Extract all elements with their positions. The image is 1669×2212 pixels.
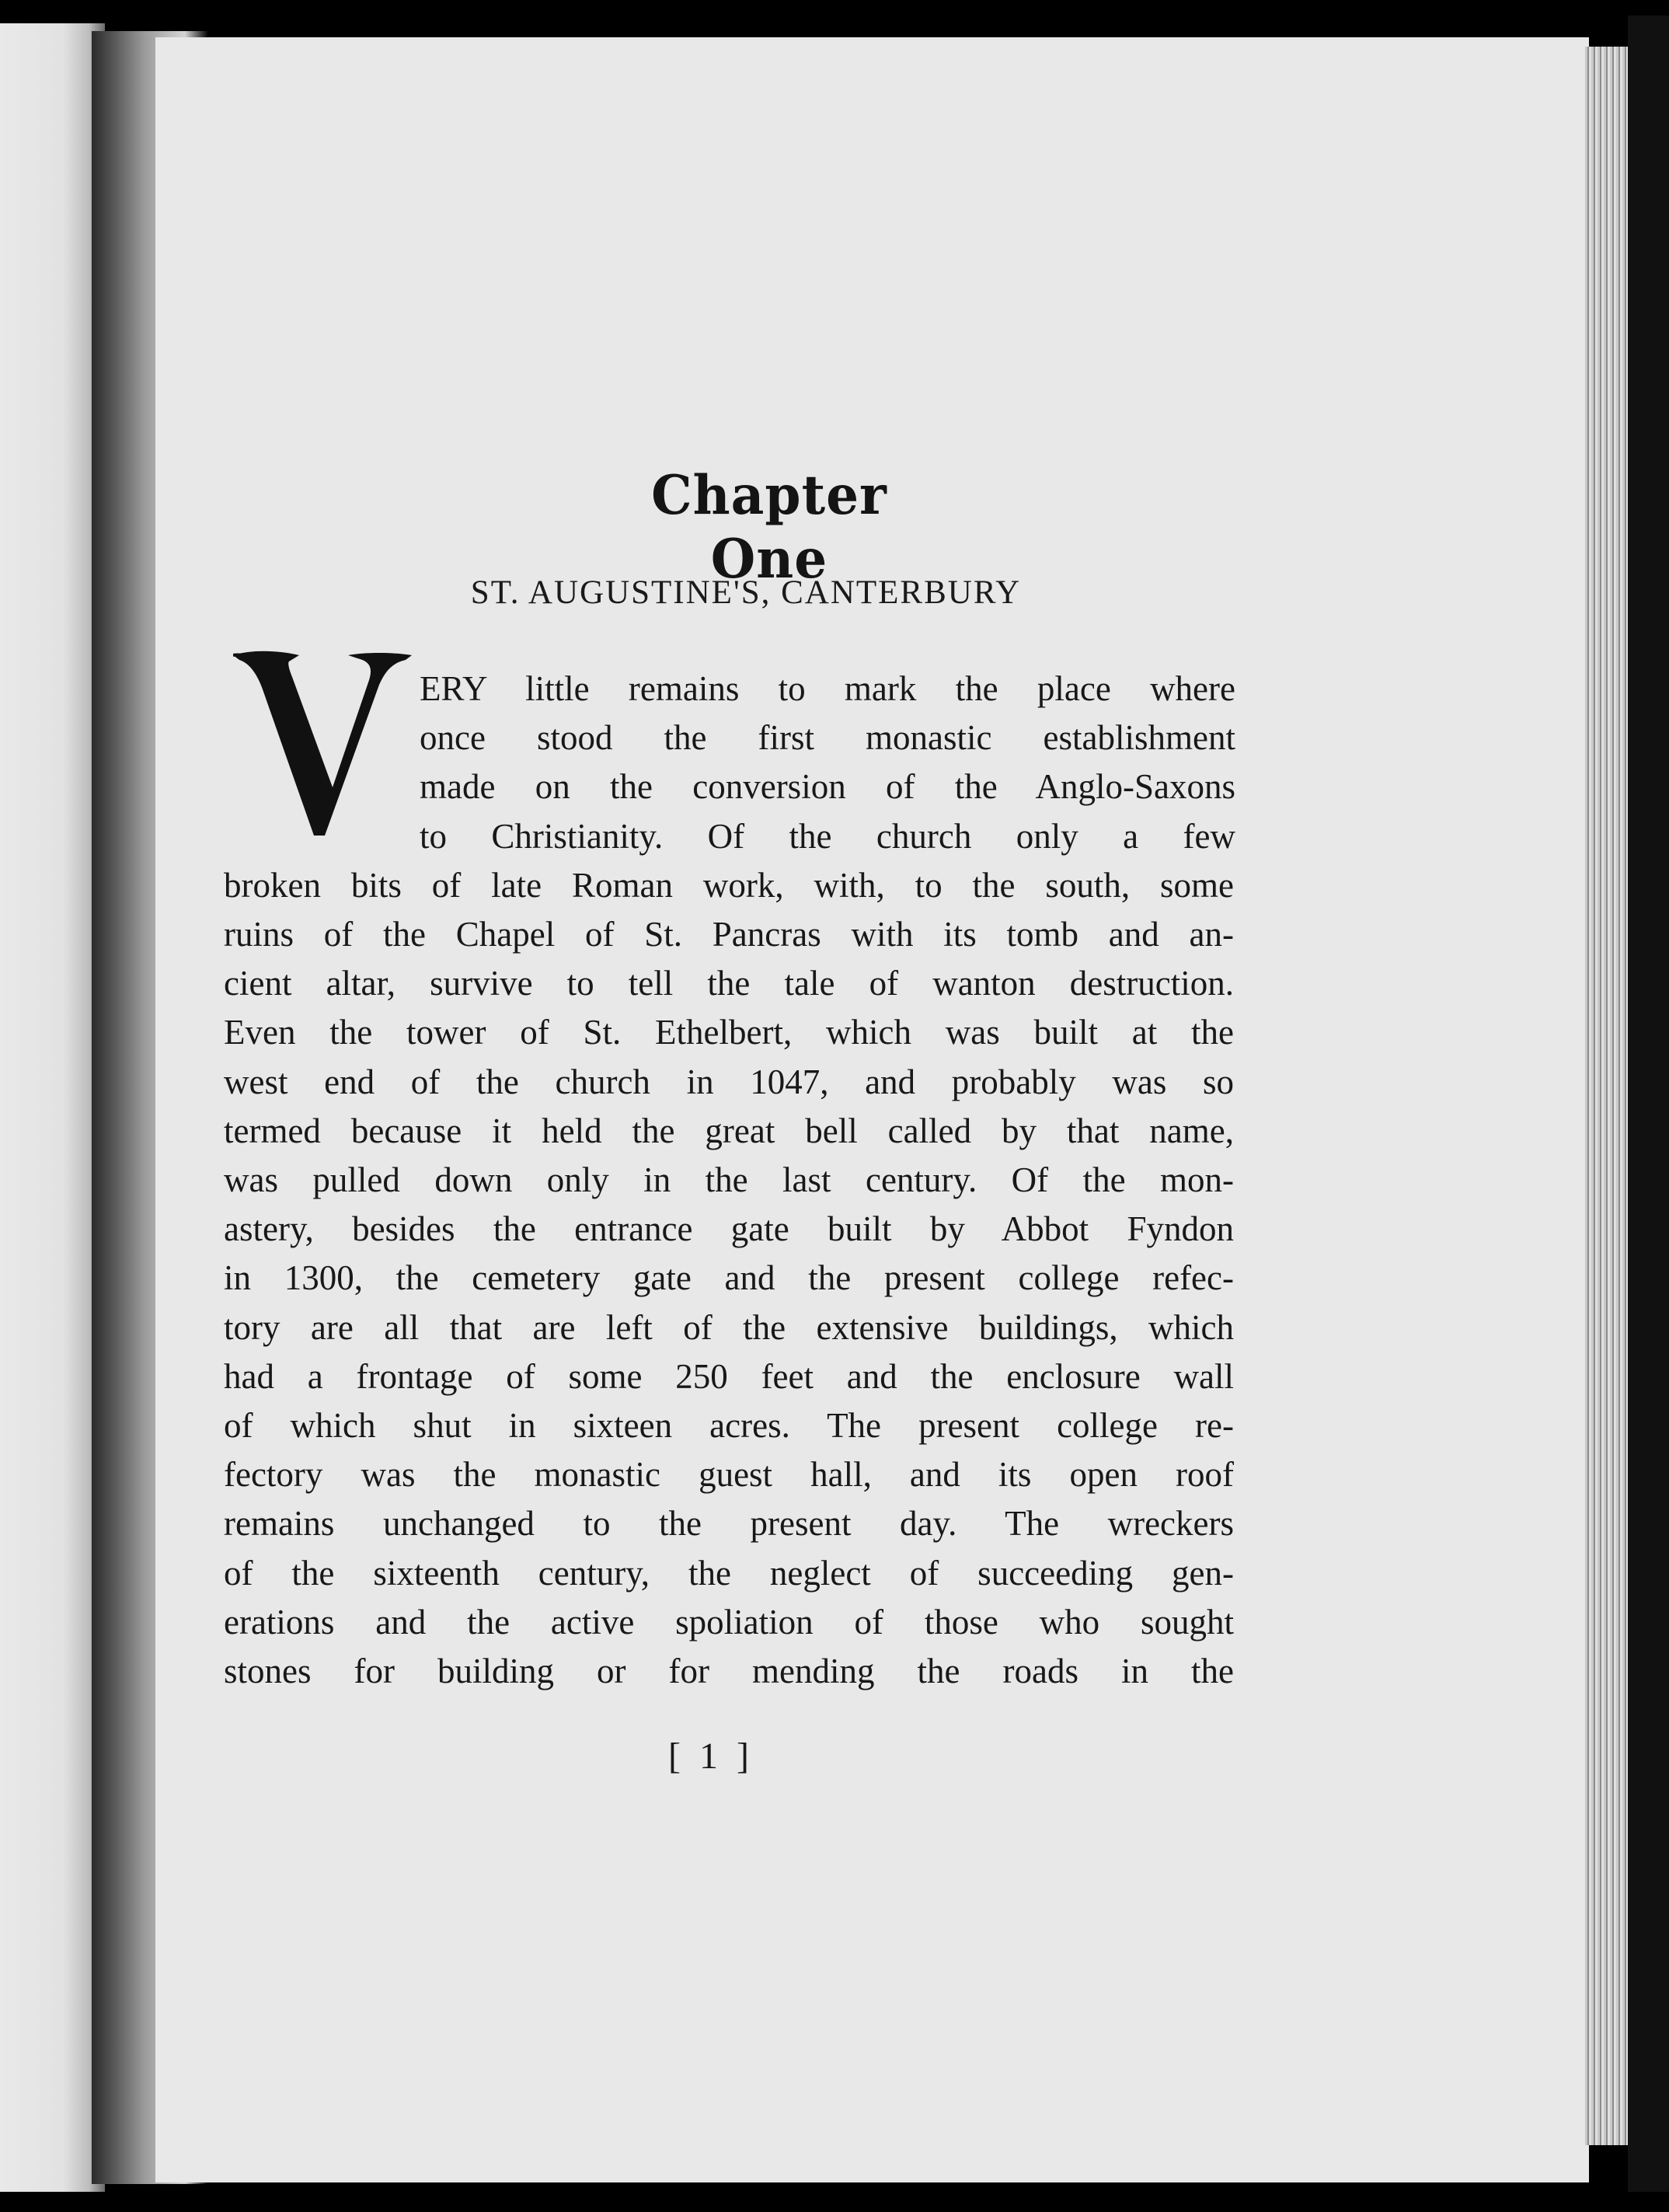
section-heading: ST. AUGUSTINE'S, CANTERBURY	[470, 574, 1022, 611]
text-line: of the sixteenth century, the neglect of succeeding gen-	[224, 1553, 1234, 1593]
page-edges	[1585, 47, 1632, 2145]
text-line: cient altar, survive to tell the tale of wanton destruction.	[224, 964, 1234, 1003]
text-line: was pulled down only in the last century. Of the mon-	[224, 1160, 1234, 1199]
text-line: fectory was the monastic guest hall, and its open roof	[224, 1455, 1234, 1495]
text-line: to Christianity. Of the church only a few	[420, 816, 1235, 856]
text-line: remains unchanged to the present day. The wreckers	[224, 1504, 1234, 1544]
text-line: once stood the first monastic establishment	[420, 718, 1235, 758]
chapter-title: Chapter One	[651, 463, 887, 591]
text-line: ruins of the Chapel of St. Pancras with its tomb and an-	[224, 915, 1234, 954]
text-line: west end of the church in 1047, and probably was so	[224, 1062, 1234, 1101]
page-number: [ 1 ]	[668, 1736, 754, 1777]
text-line: of which shut in sixteen acres. The present college re-	[224, 1406, 1234, 1445]
text-line: ERY little remains to mark the place where	[420, 669, 1235, 708]
text-line: erations and the active spoliation of those who sought	[224, 1602, 1234, 1642]
text-line: had a frontage of some 250 feet and the enclosure wall	[224, 1356, 1234, 1396]
text-line: astery, besides the entrance gate built by Abbot Fyndon	[224, 1209, 1234, 1249]
text-line: made on the conversion of the Anglo-Saxons	[420, 767, 1235, 807]
text-line: broken bits of late Roman work, with, to the south, some	[224, 865, 1234, 905]
text-line: tory are all that are left of the extensive buildings, which	[224, 1307, 1234, 1347]
text-line: Even the tower of St. Ethelbert, which was built at the	[224, 1013, 1234, 1052]
facing-page-edge	[0, 23, 105, 2192]
text-line: stones for building or for mending the roads in the	[224, 1652, 1234, 1690]
text-line: in 1300, the cemetery gate and the present college refec-	[224, 1258, 1234, 1298]
background-edge	[1628, 16, 1669, 2192]
text-line: termed because it held the great bell called by that name,	[224, 1111, 1234, 1150]
drop-cap-letter	[233, 649, 412, 836]
